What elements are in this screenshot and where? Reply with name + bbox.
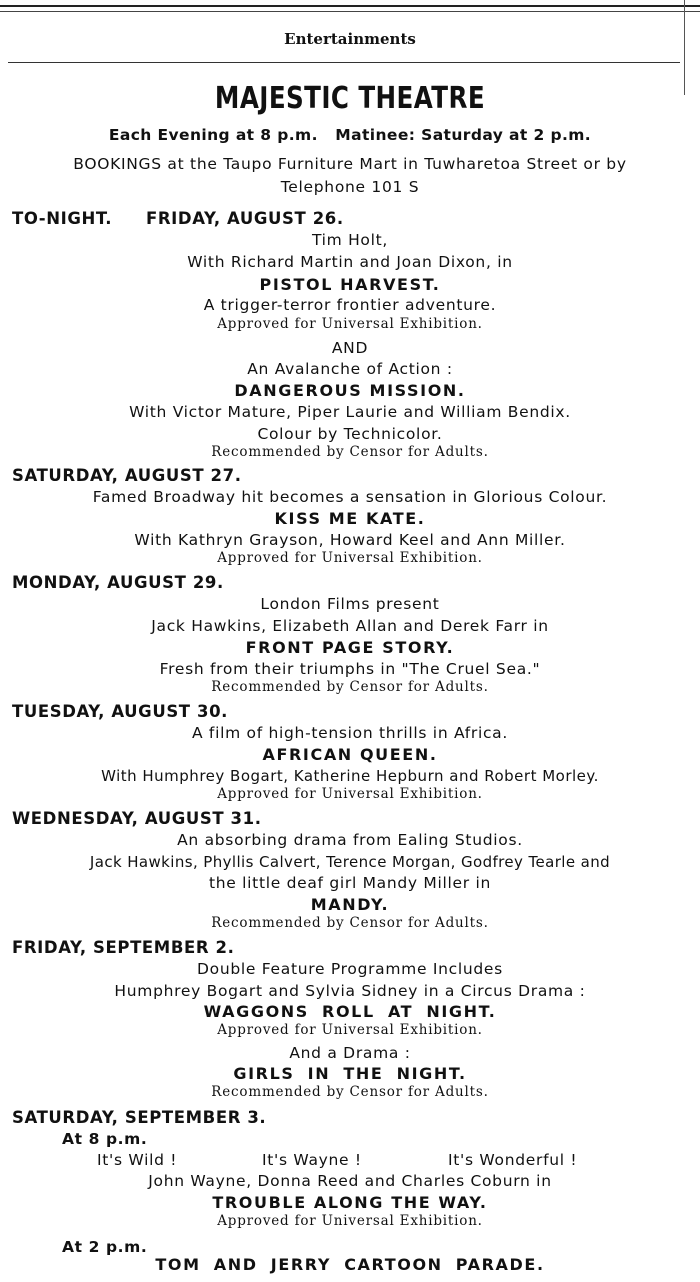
censor-certificate: Recommended by Censor for Adults.	[211, 915, 489, 931]
and-connector: AND	[331, 339, 369, 357]
section-heading: Entertainments	[284, 30, 416, 48]
cast-line: Humphrey Bogart and Sylvia Sidney in a Circus Drama :	[114, 982, 586, 1000]
tonight-label: TO-NIGHT.	[12, 209, 113, 228]
date-wednesday-aug-31: WEDNESDAY, AUGUST 31.	[12, 809, 262, 828]
film-title-dangerous-mission: DANGEROUS MISSION.	[234, 381, 466, 400]
tagline: It's Wayne !	[262, 1151, 362, 1169]
cast-line: the little deaf girl Mandy Miller in	[208, 874, 491, 892]
censor-certificate: Approved for Universal Exhibition.	[217, 1213, 483, 1229]
top-rule-thin	[0, 11, 700, 12]
showtime-2pm: At 2 p.m.	[62, 1238, 148, 1256]
cast-line: With Humphrey Bogart, Katherine Hepburn and Robert Morley.	[101, 767, 599, 785]
tagline: It's Wild !	[97, 1151, 178, 1169]
censor-certificate: Approved for Universal Exhibition.	[217, 316, 483, 332]
cast-line: With Victor Mature, Piper Laurie and William Bendix.	[129, 403, 571, 421]
film-title-tom-and-jerry-cartoon-parade: TOM AND JERRY CARTOON PARADE.	[155, 1255, 545, 1274]
colour-line: Colour by Technicolor.	[257, 425, 443, 443]
film-title-trouble-along-the-way: TROUBLE ALONG THE WAY.	[212, 1193, 488, 1212]
date-saturday-aug-27: SATURDAY, AUGUST 27.	[12, 466, 242, 485]
cast-line: With Kathryn Grayson, Howard Keel and Ann Miller.	[134, 531, 566, 549]
cast-line: Jack Hawkins, Elizabeth Allan and Derek Farr in	[151, 617, 549, 635]
film-title-pistol-harvest: PISTOL HARVEST.	[259, 275, 441, 294]
film-description: A trigger-terror frontier adventure.	[203, 296, 497, 314]
showtime-8pm: At 8 p.m.	[62, 1130, 148, 1148]
cast-line: Jack Hawkins, Phyllis Calvert, Terence Morgan, Godfrey Tearle and	[89, 853, 611, 871]
film-title-front-page-story: FRONT PAGE STORY.	[245, 638, 455, 657]
schedule-line: Each Evening at 8 p.m. Matinee: Saturday at 2 p.m.	[108, 126, 592, 144]
theatre-title: MAJESTIC THEATRE	[214, 81, 486, 116]
film-intro: And a Drama :	[289, 1044, 411, 1062]
date-friday-aug-26: FRIDAY, AUGUST 26.	[146, 209, 344, 228]
censor-certificate: Approved for Universal Exhibition.	[217, 1022, 483, 1038]
section-rule	[8, 62, 680, 63]
film-description: Fresh from their triumphs in "The Cruel Sea."	[159, 660, 541, 678]
film-title-girls-in-the-night: GIRLS IN THE NIGHT.	[233, 1064, 467, 1083]
film-title-african-queen: AFRICAN QUEEN.	[262, 745, 438, 764]
programme-intro: Double Feature Programme Includes	[197, 960, 503, 978]
date-friday-sep-2: FRIDAY, SEPTEMBER 2.	[12, 938, 235, 957]
date-tuesday-aug-30: TUESDAY, AUGUST 30.	[12, 702, 229, 721]
column-rule	[684, 0, 685, 95]
cast-line: Tim Holt,	[311, 231, 389, 249]
censor-certificate: Approved for Universal Exhibition.	[217, 786, 483, 802]
film-title-waggons-roll-at-night: WAGGONS ROLL AT NIGHT.	[203, 1002, 497, 1021]
film-description: Famed Broadway hit becomes a sensation in Glorious Colour.	[92, 488, 608, 506]
film-title-mandy: MANDY.	[310, 895, 390, 914]
film-intro: An Avalanche of Action :	[247, 360, 453, 378]
cast-line: John Wayne, Donna Reed and Charles Coburn in	[148, 1172, 552, 1190]
date-saturday-sep-3: SATURDAY, SEPTEMBER 3.	[12, 1108, 267, 1127]
bookings-line-1: BOOKINGS at the Taupo Furniture Mart in Tuwharetoa Street or by	[73, 155, 627, 173]
censor-certificate: Recommended by Censor for Adults.	[211, 444, 489, 460]
cast-line: With Richard Martin and Joan Dixon, in	[187, 253, 513, 271]
censor-certificate: Recommended by Censor for Adults.	[211, 679, 489, 695]
date-monday-aug-29: MONDAY, AUGUST 29.	[12, 573, 224, 592]
censor-certificate: Recommended by Censor for Adults.	[211, 1084, 489, 1100]
bookings-line-2: Telephone 101 S	[280, 178, 420, 196]
censor-certificate: Approved for Universal Exhibition.	[217, 550, 483, 566]
film-title-kiss-me-kate: KISS ME KATE.	[274, 509, 426, 528]
presenter-line: London Films present	[260, 595, 440, 613]
top-rule	[0, 5, 700, 7]
film-description: An absorbing drama from Ealing Studios.	[177, 831, 523, 849]
film-description: A film of high-tension thrills in Africa.	[191, 724, 509, 742]
tagline: It's Wonderful !	[448, 1151, 578, 1169]
